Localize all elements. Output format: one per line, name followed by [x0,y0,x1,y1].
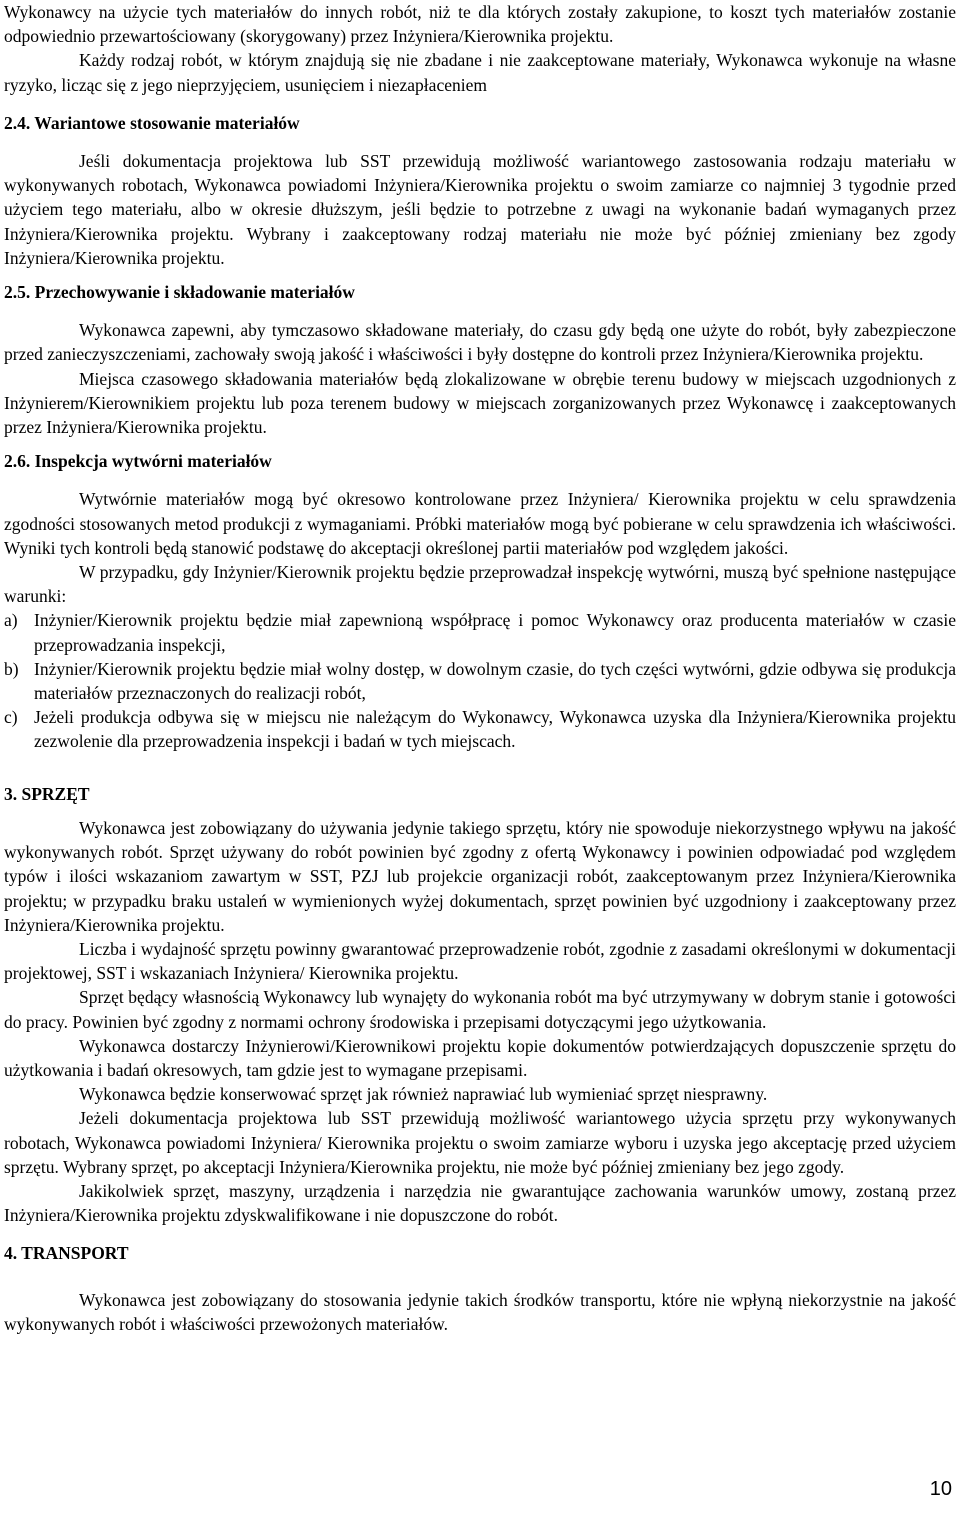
list-item-text: Inżynier/Kierownik projektu będzie miał wolny dostęp, w dowolnym czasie, do tych części wytwórni, gdzie odbywa się produkcja materiałów przeznaczonych do realizacji robót, [34,658,956,704]
section-2-4-paragraph-1: Jeśli dokumentacja projektowa lub SST przewidują możliwość wariantowego zastosowania rodzaju materiału w wykonywanych robotach, Wykonawca powiadomi Inżyniera/Kierownika projektu o swoim zamiarze co najmniej 3 tygodnie przed użyciem tego materiału, albo w okresie dłuższym, jeśli będzie to potrzebne z uwagi na wykonanie badań wymaganych przez Inżyniera/Kierownika projektu. Wybrany i zaakceptowany rodzaj materiału nie może być później zmieniany bez zgody Inżyniera/Kierownika projektu. [4,151,956,268]
intro-paragraph-2: Każdy rodzaj robót, w którym znajdują się nie zbadane i nie zaakceptowane materiały, Wykonawca wykonuje na własne ryzyko, licząc się z jego nieprzyjęciem, usunięciem i niezapłaceniem [4,50,956,95]
section-3-paragraph-6: Jeżeli dokumentacja projektowa lub SST przewidują możliwość wariantowego użycia sprzętu przy wykonywanych robotach, Wykonawca powiadomi Inżyniera/ Kierownika projektu o swoim zamiarze wyboru i uzyska jego akceptację przed użyciem sprzętu. Wybrany sprzęt, po akceptacji Inżyniera/Kierownika projektu, nie może być później zmieniany bez jego zgody. [4,1108,956,1177]
section-3-paragraph-3: Sprzęt będący własnością Wykonawcy lub wynajęty do wykonania robót ma być utrzymywany w dobrym stanie i gotowości do pracy. Powinien być zgodny z normami ochrony środowiska i przepisami dotyczącymi jego użytkowania. [4,987,956,1032]
intro-paragraph-1: Wykonawcy na użycie tych materiałów do innych robót, niż te dla których zostały zakupione, to koszt tych materiałów zostanie odpowiednio przewartościowany (skorygowany) przez Inżyniera/Kierownika projektu. [4,2,956,47]
list-item [4,608,956,656]
section-2-5-heading: 2.5. Przechowywanie i składowanie materiałów [4,282,355,303]
section-4-paragraph-1: Wykonawca jest zobowiązany do stosowania jedynie takich środków transportu, które nie wpłyną niekorzystnie na jakość wykonywanych robót i właściwości przewożonych materiałów. [4,1289,956,1334]
list-item-text: Inżynier/Kierownik projektu będzie miał zapewnioną współpracę i pomoc Wykonawcy oraz producenta materiałów w czasie przeprowadzania inspekcji, [34,610,956,655]
section-4-heading: 4. TRANSPORT [4,1243,129,1264]
section-2-4-heading: 2.4. Wariantowe stosowanie materiałów [4,112,300,133]
section-3-paragraph-7: Jakikolwiek sprzęt, maszyny, urządzenia i narzędzia nie gwarantujące zachowania warunków umowy, zostaną przez Inżyniera/Kierownika projektu zdyskwalifikowane i nie dopuszczone do robót. [4,1180,956,1226]
list-item [4,705,956,753]
section-3-heading: 3. SPRZĘT [4,783,90,804]
list-marker: a) [4,610,18,631]
list-marker: b) [4,658,19,679]
section-3-paragraph-1: Wykonawca jest zobowiązany do używania jedynie takiego sprzętu, który nie spowoduje niekorzystnego wpływu na jakość wykonywanych robót. Sprzęt używany do robót powinien być zgodny z ofertą Wykonawcy i powinien odpowiadać pod względem typów i ilości wskazaniom zawartym w SST, PZJ lub projekcie organizacji robót, zaakceptowanym przez Inżyniera/Kierownika projektu; w przypadku braku ustaleń w wymienionych wyżej dokumentach, sprzęt powinien być uzgodniony i zaakceptowany przez Inżyniera/Kierownika projektu. [4,817,956,935]
section-2-6-paragraph-2: W przypadku, gdy Inżynier/Kierownik projektu będzie przeprowadzał inspekcję wytwórni, muszą być spełnione następujące warunki: [4,562,956,607]
section-3-paragraph-5: Wykonawca będzie konserwować sprzęt jak również naprawiać lub wymieniać sprzęt niesprawny. [79,1084,768,1105]
list-item [4,657,956,705]
section-2-5-paragraph-2: Miejsca czasowego składowania materiałów będą zlokalizowane w obrębie terenu budowy w miejscach uzgodnionych z Inżynierem/Kierownikiem projektu lub poza terenem budowy w miejscach zorganizowanych przez Wykonawcę i zaakceptowanych przez Inżyniera/Kierownika projektu. [4,368,956,438]
section-3-paragraph-4: Wykonawca dostarczy Inżynierowi/Kierownikowi projektu kopie dokumentów potwierdzających dopuszczenie sprzętu do użytkowania i badań okresowych, tam gdzie jest to wymagane przepisami. [4,1035,956,1080]
list-marker: c) [4,707,18,728]
document-page [4,0,956,1336]
page-number: 10 [929,1478,952,1500]
section-2-5-paragraph-1: Wykonawca zapewni, aby tymczasowo składowane materiały, do czasu gdy będą one użyte do robót, były zabezpieczone przed zanieczyszczeniami, zachowały swoją jakość i właściwości i były dostępne do kontroli przez Inżyniera/Kierownika projektu. [4,320,956,365]
section-2-6-paragraph-1: Wytwórnie materiałów mogą być okresowo kontrolowane przez Inżyniera/ Kierownika projektu w celu sprawdzenia zgodności stosowanych metod produkcji z wymaganiami. Próbki materiałów mogą być pobierane w celu sprawdzenia ich właściwości. Wyniki tych kontroli będą stanowić podstawę do akceptacji określonej partii materiałów pod względem jakości. [4,489,956,558]
section-2-6-heading: 2.6. Inspekcja wytwórni materiałów [4,451,272,472]
section-3-paragraph-2: Liczba i wydajność sprzętu powinny gwarantować przeprowadzenie robót, zgodnie z zasadami określonymi w dokumentacji projektowej, SST i wskazaniach Inżyniera/ Kierownika projektu. [4,938,956,984]
list-item-text: Jeżeli produkcja odbywa się w miejscu nie należącym do Wykonawcy, Wykonawca uzyska dla Inżyniera/Kierownika projektu zezwolenie dla przeprowadzenia inspekcji i badań w tych miejscach. [34,707,956,752]
